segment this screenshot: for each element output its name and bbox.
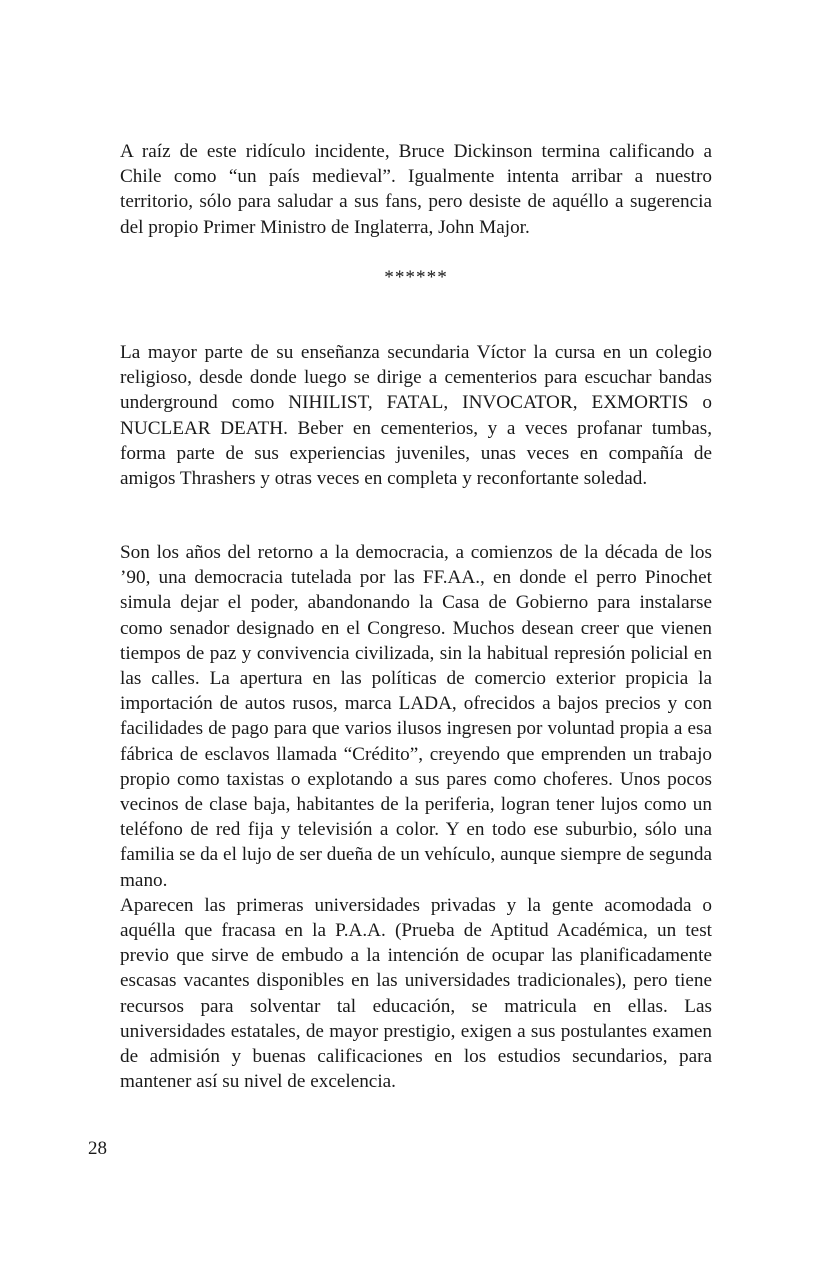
paragraph-dickinson-incident: A raíz de este ridículo incidente, Bruce Dickinson termina calificando a Chile como “un país medieval”. Igualmente intenta arribar a nuestro territorio, sólo para saludar a sus fans, pero desiste de aquéllo a sugerencia del propio Primer Ministro de Inglaterra, John Major.	[120, 141, 712, 238]
text-block-school	[120, 340, 712, 491]
paragraph-secondary-school: La mayor parte de su enseñanza secundaria Víctor la cursa en un colegio religioso, desde donde luego se dirige a cementerios para escuchar bandas underground como NIHILIST, FATAL, INVOCATOR, EXMORTIS o NUCLEAR DEATH. Beber en cementerios, y a veces profanar tumbas, forma parte de sus experiencias juveniles, unas veces en compañía de amigos Thrashers y otras veces en completa y reconfortante soledad.	[120, 342, 712, 490]
text-block-democracy	[120, 540, 712, 1094]
paragraph-private-universities: Aparecen las primeras universidades privadas y la gente acomodada o aquélla que fracasa en la P.A.A. (Prueba de Aptitud Académica, un test previo que sirve de embudo a la intención de ocupar las planificadamente escasas vacantes disponibles en las universidades tradicionales), pero tiene recursos para solventar tal educación, se matricula en ellas. Las universidades estatales, de mayor prestigio, exigen a sus postulantes examen de admisión y buenas calificaciones en los estudios secundarios, para mantener así su nivel de excelencia.	[120, 894, 712, 1093]
paragraph-return-to-democracy: Son los años del retorno a la democracia, a comienzos de la década de los ’90, una democracia tutelada por las FF.AA., en donde el perro Pinochet simula dejar el poder, abandonando la Casa de Gobierno para instalarse como senador designado en el Congreso. Muchos desean creer que vienen tiempos de paz y convivencia civilizada, sin la habitual represión policial en las calles. La apertura en las políticas de comercio exterior propicia la importación de autos rusos, marca LADA, ofrecidos a bajos precios y con facilidades de pago para que varios ilusos ingresen por voluntad propia a esa fábrica de esclavos llamada “Crédito”, creyendo que emprenden un trabajo propio como taxistas o explotando a sus pares como choferes. Unos pocos vecinos de clase baja, habitantes de la periferia, logran tener lujos como un teléfono de red fija y televisión a color. Y en todo ese suburbio, sólo una familia se da el lujo de ser dueña de un vehículo, aunque siempre de segunda mano.	[120, 542, 712, 891]
page-number: 28	[88, 1138, 107, 1159]
section-separator: ******	[384, 267, 448, 288]
text-block-incident	[120, 139, 712, 240]
